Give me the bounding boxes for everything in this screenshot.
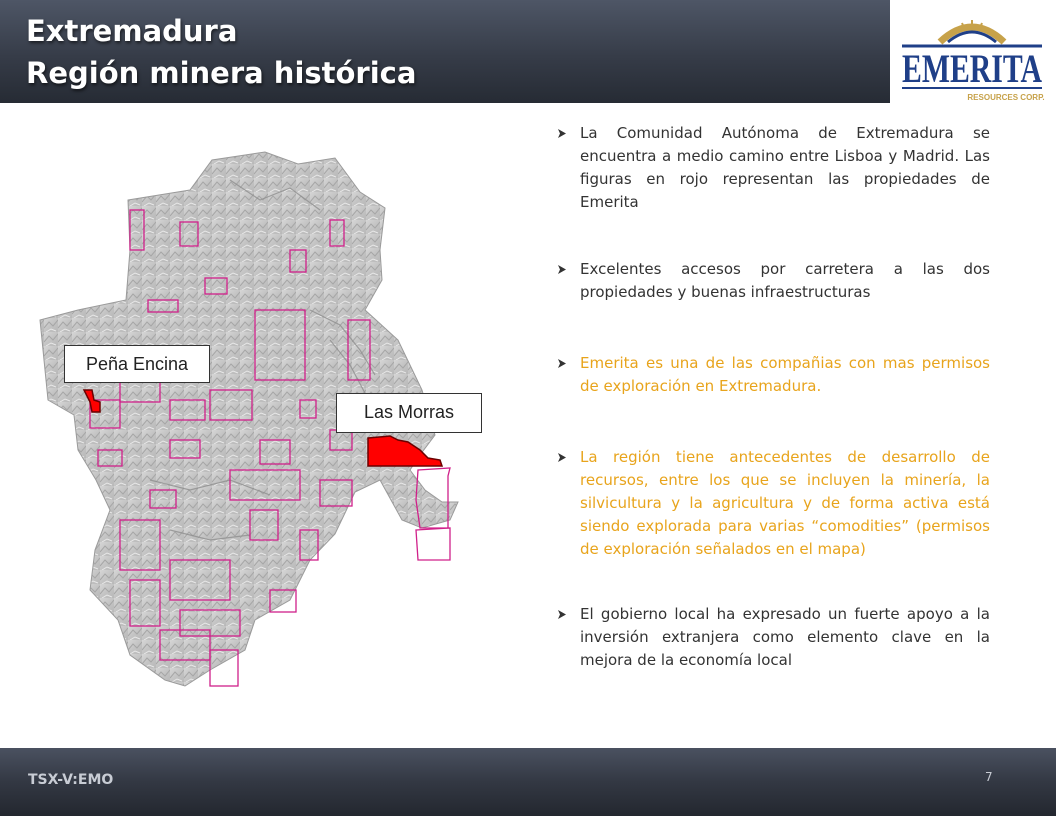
bullet-text: La Comunidad Autónoma de Extremadura se encuentra a medio camino entre Lisboa y Madrid. Las figuras en rojo representan las propiedades de Emerita (580, 124, 990, 211)
bullet-item (558, 446, 990, 561)
emerita-logo (896, 10, 1048, 105)
ticker-symbol: TSX-V:EMO (28, 772, 114, 788)
header-bar (0, 0, 890, 103)
bullet-item (558, 352, 990, 398)
emerita-logo-graphic (896, 10, 1048, 105)
svg-text:EMERITA: EMERITA (902, 46, 1043, 91)
bullet-item (558, 603, 990, 672)
arrow-bullet-icon (558, 265, 566, 274)
bullet-item (558, 122, 990, 214)
bullet-text: El gobierno local ha expresado un fuerte apoyo a la inversión extranjera como elemento clave en la mejora de la economía local (580, 605, 990, 669)
arrow-bullet-icon (558, 453, 566, 462)
bullet-text: Emerita es una de las compañias con mas permisos de exploración en Extremadura. (580, 354, 990, 395)
bullet-text: Excelentes accesos por carretera a las dos propiedades y buenas infraestructuras (580, 260, 990, 301)
bullet-text: La región tiene antecedentes de desarrollo de recursos, entre los que se incluyen la minería, la silvicultura y la agricultura y de forma activa está siendo explorada para varias “comodities” (permisos de exploración señalados en el mapa) (580, 448, 990, 558)
arrow-bullet-icon (558, 129, 566, 138)
las-morras-label: Las Morras (336, 393, 482, 433)
arrow-bullet-icon (558, 610, 566, 619)
bullet-item (558, 258, 990, 304)
pena-encina-label: Peña Encina (64, 345, 210, 383)
footer-bar (0, 748, 1056, 816)
arrow-bullet-icon (558, 359, 566, 368)
bullet-list (558, 122, 990, 672)
page-title (26, 10, 416, 94)
title-line-2: Región minera histórica (26, 56, 417, 90)
page-number: 7 (985, 770, 993, 784)
title-line-1: Extremadura (26, 14, 238, 48)
svg-text:RESOURCES CORP.: RESOURCES CORP. (967, 93, 1045, 102)
extremadura-map (30, 150, 530, 690)
